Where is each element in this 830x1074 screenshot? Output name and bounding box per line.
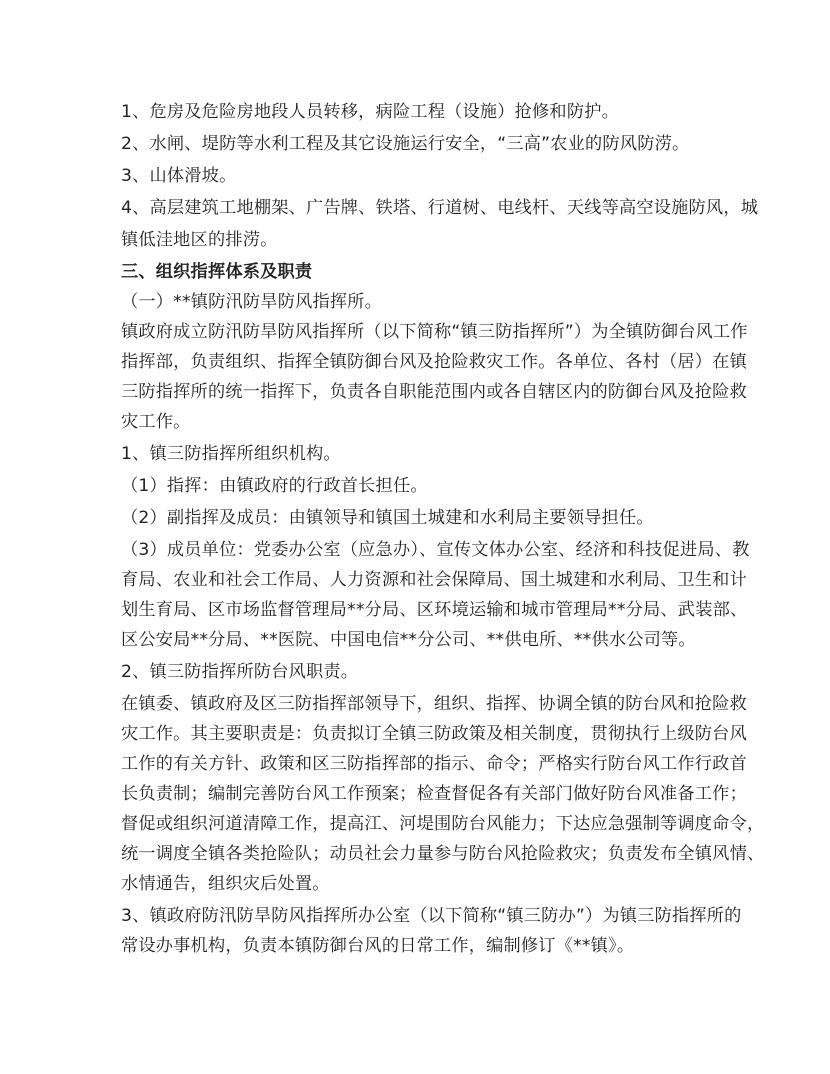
text-line: 4、高层建筑工地棚架、广告牌、铁塔、行道树、电线杆、天线等高空设施防风，城 xyxy=(121,198,759,218)
text-line: 常设办事机构，负责本镇防御台风的日常工作，编制修订《**镇》。 xyxy=(121,936,635,956)
text-line: 区公安局**分局、**医院、中国电信**分公司、**供电所、**供水公司等。 xyxy=(121,630,696,650)
text-line: 2、镇三防指挥所防台风职责。 xyxy=(121,662,359,682)
text-line: 灾工作。 xyxy=(121,412,191,432)
text-line: 镇低洼地区的排涝。 xyxy=(121,230,278,250)
text-line: （1）指挥：由镇政府的行政首长担任。 xyxy=(121,476,428,496)
text-line: 3、山体滑坡。 xyxy=(121,166,237,186)
text-line: 指挥部，负责组织、指挥全镇防御台风及抢险救灾工作。各单位、各村（居）在镇 xyxy=(121,352,747,372)
text-line: 育局、农业和社会工作局、人力资源和社会保障局、国土城建和水利局、卫生和计 xyxy=(121,570,747,590)
section-heading: 三、组织指挥体系及职责 xyxy=(121,262,313,282)
text-line: 工作的有关方针、政策和区三防指挥部的指示、命令；严格实行防台风工作行政首 xyxy=(121,754,747,774)
text-line: （2）副指挥及成员：由镇领导和镇国土城建和水利局主要领导担任。 xyxy=(121,508,654,528)
text-line: 三防指挥所的统一指挥下，负责各自职能范围内或各自辖区内的防御台风及抢险救 xyxy=(121,382,747,402)
subsection-heading: （一）**镇防汛防旱防风指挥所。 xyxy=(121,292,383,312)
text-line: 督促或组织河道清障工作，提高江、河堤围防台风能力；下达应急强制等调度命令， xyxy=(121,814,765,834)
text-line: 3、镇政府防汛防旱防风指挥所办公室（以下简称“镇三防办”）为镇三防指挥所的 xyxy=(121,906,742,926)
text-line: 水情通告，组织灾后处置。 xyxy=(121,874,330,894)
text-line: 统一调度全镇各类抢险队；动员社会力量参与防台风抢险救灾；负责发布全镇风情、 xyxy=(121,844,765,864)
text-line: 2、水闸、堤防等水利工程及其它设施运行安全，“三高”农业的防风防涝。 xyxy=(121,134,690,154)
text-line: （3）成员单位：党委办公室（应急办）、宣传文体办公室、经济和科技促进局、教 xyxy=(121,540,750,560)
text-line: 长负责制；编制完善防台风工作预案；检查督促各有关部门做好防台风准备工作； xyxy=(121,784,747,804)
text-line: 在镇委、镇政府及区三防指挥部领导下，组织、指挥、协调全镇的防台风和抢险救 xyxy=(121,694,747,714)
text-line: 1、镇三防指挥所组织机构。 xyxy=(121,444,341,464)
text-line: 灾工作。其主要职责是：负责拟订全镇三防政策及相关制度，贯彻执行上级防台风 xyxy=(121,724,747,744)
text-line: 镇政府成立防汛防旱防风指挥所（以下简称“镇三防指挥所”）为全镇防御台风工作 xyxy=(121,322,748,342)
text-line: 划生育局、区市场监督管理局**分局、区环境运输和城市管理局**分局、武装部、 xyxy=(121,600,748,620)
text-line: 1、危房及危险房地段人员转移，病险工程（设施）抢修和防护。 xyxy=(121,102,619,122)
